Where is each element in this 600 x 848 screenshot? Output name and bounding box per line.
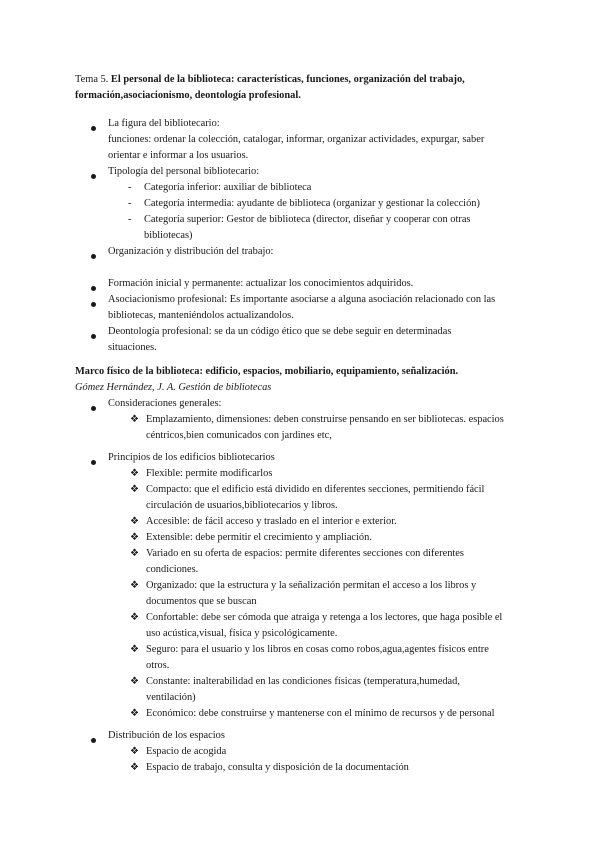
diamond-bullet-icon: ❖	[130, 676, 139, 687]
sub-item-text: bibliotecas)	[144, 230, 193, 241]
list-item-text: funciones: ordenar la colección, catalogar, informar, organizar actividades, expurgar, saber	[108, 134, 485, 145]
sub-item: Espacio de acogida	[146, 746, 227, 757]
diamond-bullet-icon: ❖	[130, 612, 139, 623]
diamond-bullet-icon: ❖	[130, 516, 139, 527]
sub-item-text: céntricos,bien comunicados con jardines etc,	[146, 430, 332, 441]
list-item-text: orientar e informar a los usuarios.	[108, 150, 249, 161]
list-item-text: situaciones.	[108, 342, 157, 353]
sub-item: Categoría superior: Gestor de biblioteca (director, diseñar y cooperar con otras	[144, 214, 471, 225]
title-bold: El personal de la biblioteca: características, funciones, organización del trabajo, formación,asociacionismo, deontología profesional.	[75, 74, 465, 101]
sub-item: Emplazamiento, dimensiones: deben construirse pensando en ser bibliotecas. espacios	[146, 414, 504, 425]
sub-item: Organizado: que la estructura y la señalización permitan el acceso a los libros y	[146, 580, 477, 591]
sub-item-text: condiciones.	[146, 564, 199, 575]
bullet-icon	[91, 254, 96, 259]
sub-item: Compacto: que el edificio está dividido en diferentes secciones, permitiendo fácil	[146, 484, 485, 495]
diamond-bullet-icon: ❖	[130, 484, 139, 495]
dash-icon: -	[128, 214, 132, 225]
sub-item-text: ventilación)	[146, 692, 196, 703]
sub-item: Accesible: de fácil acceso y traslado en el interior e exterior.	[146, 516, 397, 527]
list-item: Formación inicial y permanente: actualizar los conocimientos adquiridos.	[108, 278, 414, 289]
list-item: Organización y distribución del trabajo:	[108, 246, 274, 257]
dash-icon: -	[128, 198, 132, 209]
list-item: Tipología del personal bibliotecario:	[108, 166, 260, 177]
sub-item: Flexible: permite modificarlos	[146, 468, 273, 479]
sub-item: Económico: debe construirse y mantenerse con el mínimo de recursos y de personal	[146, 708, 495, 719]
bullet-icon	[91, 406, 96, 411]
sub-item: Variado en su oferta de espacios: permite diferentes secciones con diferentes	[146, 548, 464, 559]
sub-item-text: circulación de usuarios,bibliotecarios y libros.	[146, 500, 338, 511]
page-title	[75, 72, 545, 104]
diamond-bullet-icon: ❖	[130, 746, 139, 757]
bullet-icon	[91, 302, 96, 307]
list-item: La figura del bibliotecario:	[108, 118, 220, 129]
diamond-bullet-icon: ❖	[130, 762, 139, 773]
list-item-text: bibliotecas, manteniéndolos actualizandolos.	[108, 310, 294, 321]
sub-item-text: uso acústica,visual, física y psicológicamente.	[146, 628, 338, 639]
author-reference: Gómez Hernández, J. A. Gestión de bibliotecas	[75, 382, 272, 393]
sub-item-text: documentos que se buscan	[146, 596, 257, 607]
bullet-icon	[91, 738, 96, 743]
list-item: Consideraciones generales:	[108, 398, 222, 409]
list-item: Asociacionismo profesional: Es importante asociarse a alguna asociación relacionado con las	[108, 294, 496, 305]
sub-item: Extensible: debe permitir el crecimiento y ampliación.	[146, 532, 372, 543]
list-item: Distribución de los espacios	[108, 730, 225, 741]
diamond-bullet-icon: ❖	[130, 468, 139, 479]
sub-item: Categoría inferior: auxiliar de biblioteca	[144, 182, 312, 193]
diamond-bullet-icon: ❖	[130, 644, 139, 655]
bullet-icon	[91, 460, 96, 465]
bullet-icon	[91, 334, 96, 339]
bullet-icon	[91, 286, 96, 291]
sub-item: Seguro: para el usuario y los libros en cosas como robos,agua,agentes físicos entre	[146, 644, 489, 655]
list-item: Deontología profesional: se da un código ético que se debe seguir en determinadas	[108, 326, 452, 337]
diamond-bullet-icon: ❖	[130, 414, 139, 425]
sub-item-text: otros.	[146, 660, 170, 671]
list-item: Principios de los edificios bibliotecarios	[108, 452, 275, 463]
sub-item: Espacio de trabajo, consulta y disposición de la documentación	[146, 762, 409, 773]
diamond-bullet-icon: ❖	[130, 708, 139, 719]
sub-item: Categoría intermedia: ayudante de biblioteca (organizar y gestionar la colección)	[144, 198, 480, 209]
section-heading: Marco físico de la biblioteca: edificio, espacios, mobiliario, equipamiento, señalización.	[75, 366, 459, 377]
bullet-icon	[91, 174, 96, 179]
dash-icon: -	[128, 182, 132, 193]
bullet-icon	[91, 126, 96, 131]
diamond-bullet-icon: ❖	[130, 580, 139, 591]
title-prefix: Tema 5.	[75, 74, 111, 85]
sub-item: Constante: inalterabilidad en las condiciones físicas (temperatura,humedad,	[146, 676, 460, 687]
diamond-bullet-icon: ❖	[130, 532, 139, 543]
diamond-bullet-icon: ❖	[130, 548, 139, 559]
sub-item: Confortable: debe ser cómoda que atraiga y retenga a los lectores, que haga posible el	[146, 612, 503, 623]
